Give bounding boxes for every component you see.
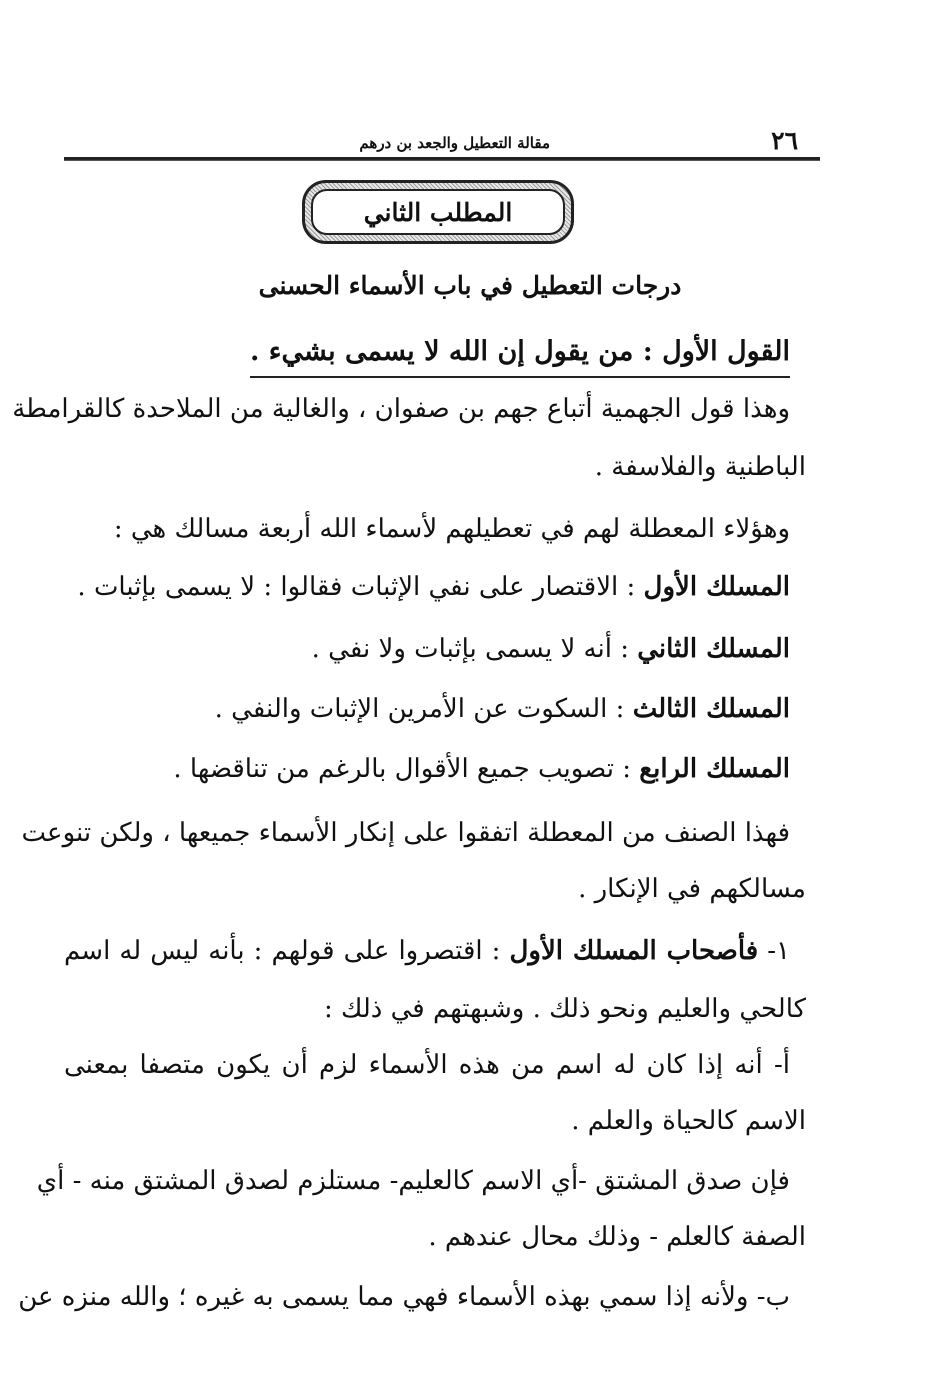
numbered-paragraph-line — [64, 928, 790, 974]
paragraph-line: فهذا الصنف من المعطلة اتفقوا على إنكار الأسماء جميعها ، ولكن تنوعت — [21, 818, 790, 848]
paragraph-line: مسالكهم في الإنكار . — [578, 874, 806, 904]
way-label: المسلك الثالث — [632, 694, 790, 724]
way-text: : الاقتصار على نفي الإثبات فقالوا : لا يسمى بإثبات . — [77, 572, 636, 602]
way-item — [312, 626, 790, 672]
way-text: : تصويب جميع الأقوال بالرغم من تناقضها . — [173, 754, 631, 784]
paragraph-line: الصفة كالعلم - وذلك محال عندهم . — [428, 1222, 806, 1252]
paragraph-line: أ- أنه إذا كان له اسم من هذه الأسماء لزم أن يكون متصفا بمعنى — [64, 1050, 790, 1080]
paragraph-line: ب- ولأنه إذا سمي بهذه الأسماء فهي مما يسمى به غيره ؛ والله منزه عن — [18, 1282, 790, 1312]
page-header — [64, 126, 820, 160]
way-item — [215, 686, 790, 732]
page-number: ٢٦ — [771, 126, 798, 155]
way-item — [77, 564, 790, 610]
item-bold-label: فأصحاب المسلك الأول — [509, 936, 759, 966]
paragraph-line: الباطنية والفلاسفة . — [594, 452, 806, 482]
paragraph-line: وهذا قول الجهمية أتباع جهم بن صفوان ، والغالية من الملاحدة كالقرامطة — [12, 394, 790, 424]
item-number: ١- — [767, 936, 791, 966]
paragraph-line: وهؤلاء المعطلة لهم في تعطيلهم لأسماء الله أربعة مسالك هي : — [113, 514, 790, 544]
paragraph-line: كالحي والعليم ونحو ذلك . وشبهتهم في ذلك : — [323, 994, 806, 1024]
way-label: المسلك الأول — [643, 572, 790, 602]
chapter-subtitle: درجات التعطيل في باب الأسماء الحسنى — [258, 271, 682, 300]
way-text: : السكوت عن الأمرين الإثبات والنفي . — [214, 694, 625, 724]
paragraph-line: فإن صدق المشتق -أي الاسم كالعليم- مستلزم لصدق المشتق منه - أي — [36, 1166, 790, 1196]
section-title: المطلب الثاني — [311, 189, 565, 235]
way-item — [173, 746, 790, 792]
paragraph-line: الاسم كالحياة والعلم . — [571, 1106, 806, 1136]
header-rule — [64, 157, 820, 161]
way-label: المسلك الثاني — [637, 634, 790, 664]
item-text: : اقتصروا على قولهم : بأنه ليس له اسم — [64, 936, 501, 966]
running-title: مقالة التعطيل والجعد بن درهم — [359, 134, 550, 152]
first-saying-heading: القول الأول : من يقول إن الله لا يسمى بشيء . — [250, 330, 790, 378]
section-title-frame — [302, 180, 574, 244]
way-label: المسلك الرابع — [639, 754, 790, 784]
way-text: : أنه لا يسمى بإثبات ولا نفي . — [311, 634, 629, 664]
